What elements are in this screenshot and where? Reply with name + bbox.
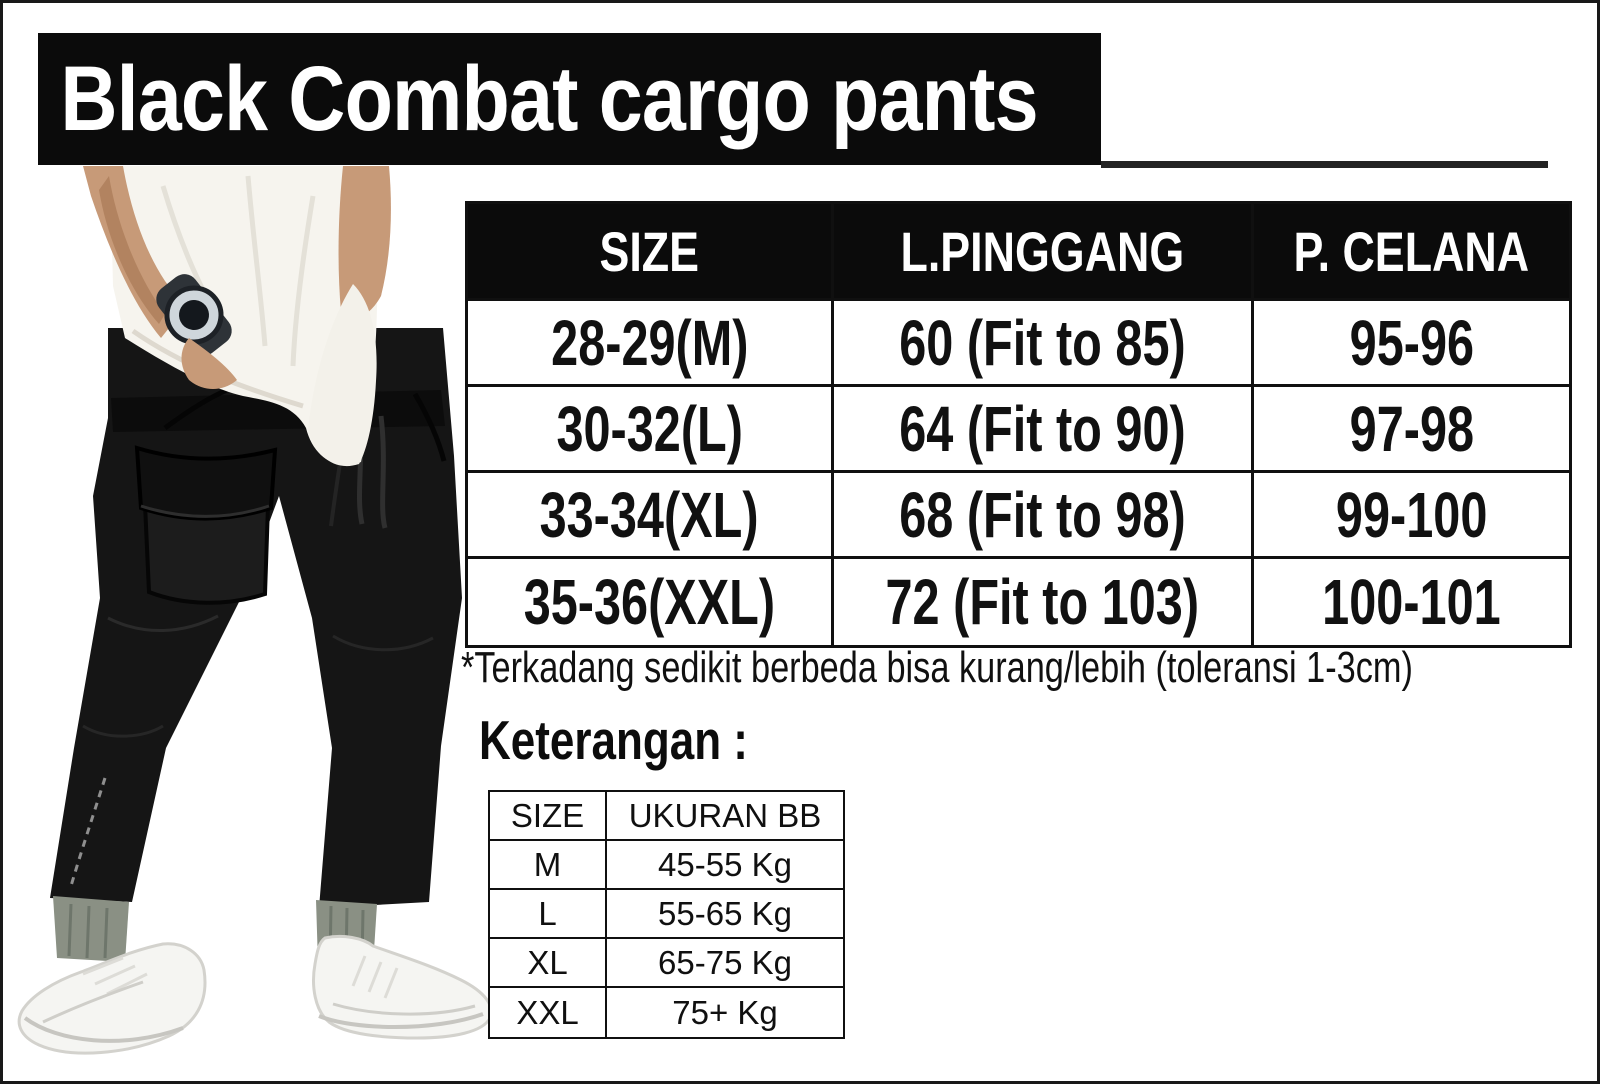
- product-title: Black Combat cargo pants: [60, 47, 1038, 150]
- weight-table-cell: 55-65 Kg: [607, 890, 843, 939]
- sneaker-right: [314, 936, 492, 1038]
- weight-table-cell: 75+ Kg: [607, 988, 843, 1037]
- weight-table-header-size: SIZE: [490, 792, 607, 841]
- size-table-cell: 100-101: [1254, 559, 1569, 645]
- size-table-cell: 30-32(L): [468, 387, 834, 473]
- keterangan-heading: Keterangan :: [479, 709, 748, 771]
- sneaker-left: [19, 944, 205, 1053]
- weight-table-header-bb: UKURAN BB: [607, 792, 843, 841]
- weight-table-cell: XL: [490, 939, 607, 988]
- weight-table-cell: M: [490, 841, 607, 890]
- weight-table: [488, 790, 845, 1039]
- size-table: [465, 201, 1572, 648]
- model-pants: [50, 328, 462, 908]
- size-table-cell: 97-98: [1254, 387, 1569, 473]
- title-banner: [38, 33, 1101, 165]
- size-table-header-size: SIZE: [468, 204, 834, 301]
- size-table-cell: 68 (Fit to 98): [834, 473, 1254, 559]
- weight-table-cell: L: [490, 890, 607, 939]
- size-table-cell: 35-36(XXL): [468, 559, 834, 645]
- size-table-cell: 95-96: [1254, 301, 1569, 387]
- size-table-cell: 64 (Fit to 90): [834, 387, 1254, 473]
- size-table-header-celana: P. CELANA: [1254, 204, 1569, 301]
- size-table-header-pinggang: L.PINGGANG: [834, 204, 1254, 301]
- tolerance-note: *Terkadang sedikit berbeda bisa kurang/lebih (toleransi 1-3cm): [461, 643, 1413, 692]
- weight-table-cell: 45-55 Kg: [607, 841, 843, 890]
- size-table-cell: 33-34(XL): [468, 473, 834, 559]
- weight-table-cell: XXL: [490, 988, 607, 1037]
- size-table-cell: 60 (Fit to 85): [834, 301, 1254, 387]
- weight-table-cell: 65-75 Kg: [607, 939, 843, 988]
- size-table-cell: 99-100: [1254, 473, 1569, 559]
- banner-underline: [1101, 161, 1548, 168]
- cargo-pocket: [137, 448, 275, 603]
- size-table-cell: 28-29(M): [468, 301, 834, 387]
- size-table-cell: 72 (Fit to 103): [834, 559, 1254, 645]
